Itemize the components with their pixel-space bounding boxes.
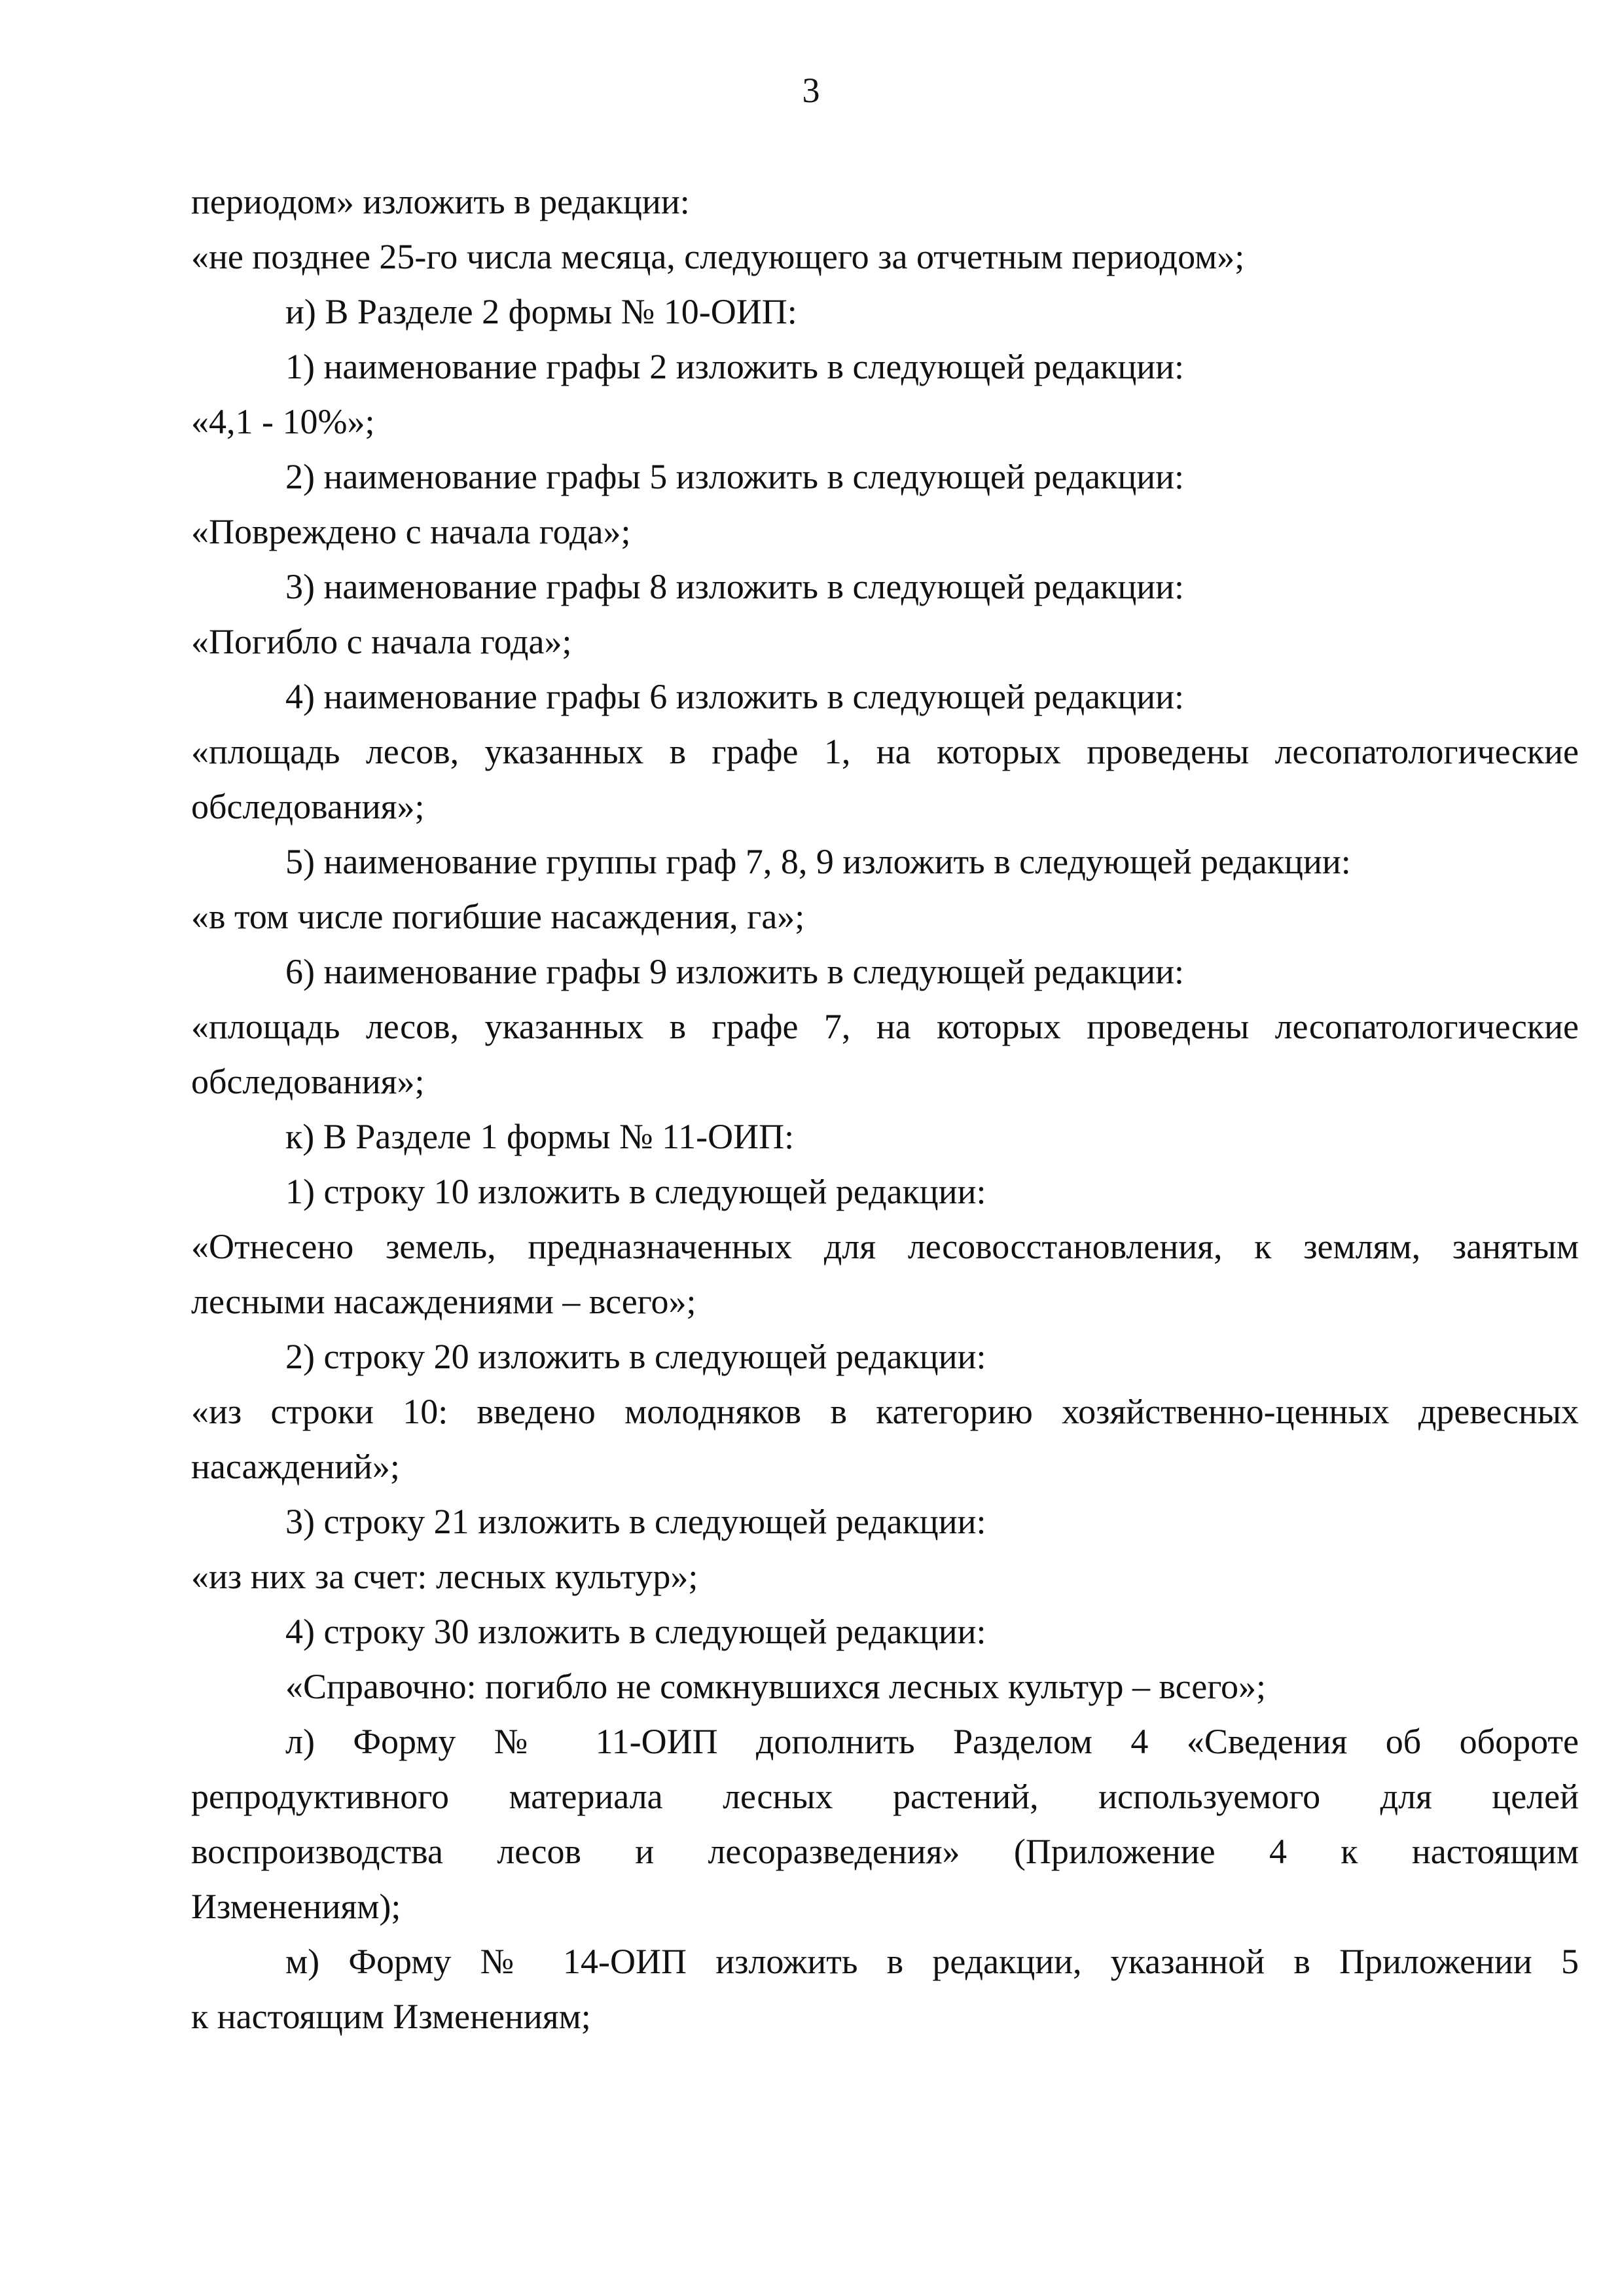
page-number: 3 (802, 71, 820, 110)
text-line: «площадь лесов, указанных в графе 1, на которых проведены лесопатологические (191, 732, 1579, 771)
text-line: 1) строку 10 изложить в следующей редакции: (285, 1172, 986, 1211)
text-line: к) В Разделе 1 формы № 11-ОИП: (285, 1117, 795, 1156)
document-body (191, 174, 1579, 2044)
text-line: 2) строку 20 изложить в следующей редакции: (285, 1337, 986, 1376)
text-line: «4,1 - 10%»; (191, 402, 375, 441)
text-line: 4) строку 30 изложить в следующей редакции: (285, 1612, 986, 1651)
text-line: и) В Разделе 2 формы № 10-ОИП: (285, 292, 797, 331)
text-line: л) Форму № 11-ОИП дополнить Разделом 4 «Сведения об обороте (285, 1722, 1579, 1761)
text-line: «не позднее 25-го числа месяца, следующего за отчетным периодом»; (191, 237, 1245, 276)
text-line: «Повреждено с начала года»; (191, 512, 631, 551)
text-line: 3) наименование графы 8 изложить в следующей редакции: (285, 567, 1185, 606)
text-line: «из них за счет: лесных культур»; (191, 1557, 698, 1596)
text-line: обследования»; (191, 1062, 425, 1101)
text-line: насаждений»; (191, 1447, 400, 1486)
text-line: м) Форму № 14-ОИП изложить в редакции, указанной в Приложении 5 (285, 1942, 1579, 1981)
text-line: «площадь лесов, указанных в графе 7, на которых проведены лесопатологические (191, 1007, 1579, 1046)
text-line: «из строки 10: введено молодняков в категорию хозяйственно-ценных древесных (191, 1392, 1579, 1431)
text-line: воспроизводства лесов и лесоразведения» (Приложение 4 к настоящим (191, 1832, 1579, 1871)
text-line: репродуктивного материала лесных растений, используемого для целей (191, 1777, 1579, 1816)
text-line: 2) наименование графы 5 изложить в следующей редакции: (285, 457, 1185, 496)
text-line: 1) наименование графы 2 изложить в следующей редакции: (285, 347, 1185, 386)
text-line: 6) наименование графы 9 изложить в следующей редакции: (285, 952, 1185, 991)
text-line: обследования»; (191, 787, 425, 826)
text-line: «Погибло с начала года»; (191, 622, 572, 661)
text-line: 3) строку 21 изложить в следующей редакции: (285, 1502, 986, 1541)
text-line: периодом» изложить в редакции: (191, 182, 690, 221)
text-line: к настоящим Изменениям; (191, 1997, 591, 2036)
text-line: 5) наименование группы граф 7, 8, 9 изложить в следующей редакции: (285, 842, 1351, 881)
text-line: 4) наименование графы 6 изложить в следующей редакции: (285, 677, 1185, 716)
text-line: «Отнесено земель, предназначенных для лесовосстановления, к землям, занятым (191, 1227, 1579, 1266)
text-line: «Справочно: погибло не сомкнувшихся лесных культур – всего»; (285, 1667, 1267, 1706)
text-line: лесными насаждениями – всего»; (191, 1282, 696, 1321)
text-line: Изменениям); (191, 1887, 401, 1926)
text-line: «в том числе погибшие насаждения, га»; (191, 897, 805, 936)
